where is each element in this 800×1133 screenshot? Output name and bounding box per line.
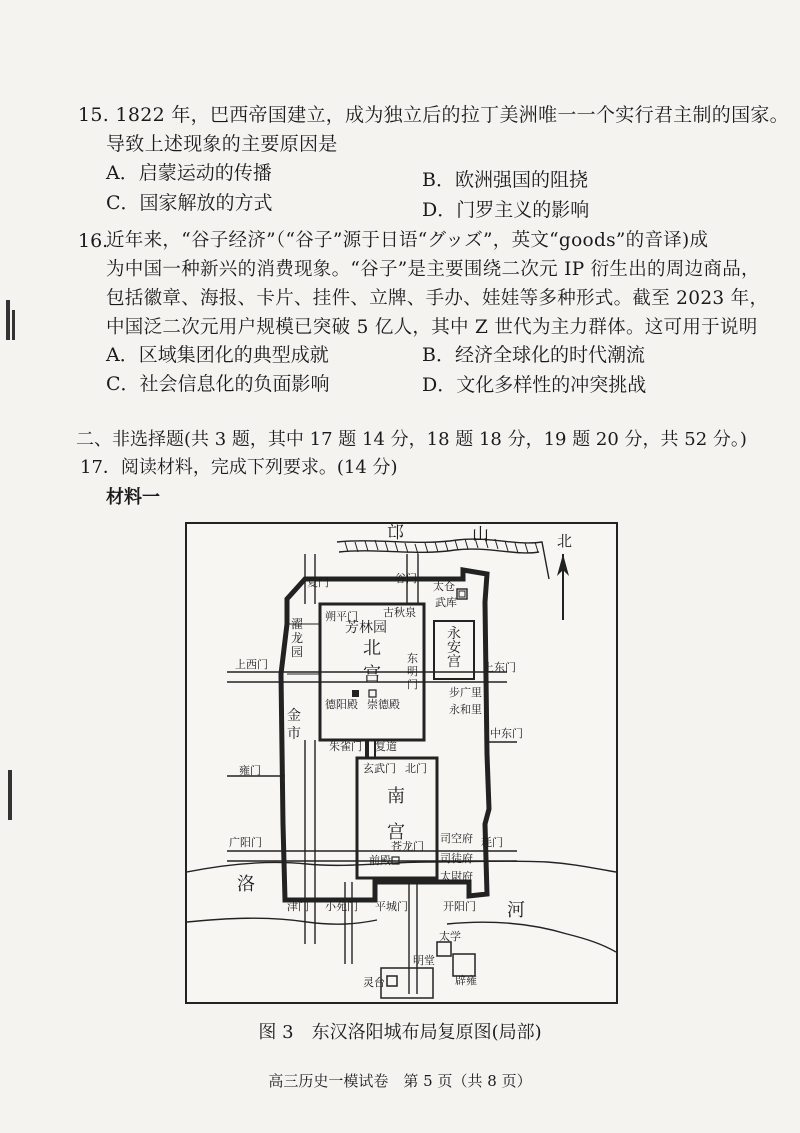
label-situfu: 司徒府 xyxy=(440,852,473,865)
label-shangximen: 上西门 xyxy=(235,658,268,671)
label-taiweifu: 太尉府 xyxy=(440,870,473,883)
north-arrow-icon xyxy=(557,554,569,620)
label-xuanwumen: 玄武门 xyxy=(363,762,396,775)
label-qiandian: 前殿 xyxy=(369,854,391,867)
label-nangong-2: 宫 xyxy=(387,822,405,843)
label-buguangli: 步广里 xyxy=(449,686,482,699)
label-jinshi-1: 金 xyxy=(287,708,301,724)
label-beimen: 北门 xyxy=(405,762,427,775)
q16-stem-line3: 包括徽章、海报、卡片、挂件、立牌、手办、娃娃等多种形式。截至 2023 年， xyxy=(106,288,769,309)
q15-stem-line1 xyxy=(78,103,789,127)
chongde-marker xyxy=(369,690,376,697)
label-he: 河 xyxy=(507,900,525,921)
q15-stem-line2: 导致上述现象的主要原因是 xyxy=(106,133,338,155)
label-chongdedian: 崇德殿 xyxy=(367,698,400,711)
label-shuopingmen: 朔平门 xyxy=(325,610,358,623)
label-yonggong-2: 安 xyxy=(447,640,461,656)
label-wuku: 武库 xyxy=(435,596,457,609)
label-fudao: 复道 xyxy=(375,740,397,753)
label-beigong-2: 宫 xyxy=(363,664,381,685)
q16-stem-line4: 中国泛二次元用户规模已突破 5 亿人，其中 Z 世代为主力群体。这可用于说明 xyxy=(106,317,758,338)
label-canglongmen: 苍龙门 xyxy=(391,840,424,853)
biyong-precinct xyxy=(453,954,475,976)
label-deyangdian: 德阳殿 xyxy=(325,698,358,711)
mountain-label-mang: 邙 xyxy=(387,524,404,543)
luoyang-map xyxy=(187,524,616,1002)
label-gumen: 谷门 xyxy=(395,572,417,585)
lingtai-precinct xyxy=(387,976,397,986)
q16-stem-line2: 为中国一种新兴的消费现象。“谷子”是主要围绕二次元 IP 衍生出的周边商品， xyxy=(106,259,760,280)
label-guangyangmen: 广阳门 xyxy=(229,836,262,849)
label-zhuquemen: 朱雀门 xyxy=(329,740,362,753)
label-sikongfu: 司空府 xyxy=(440,832,473,845)
scan-mark xyxy=(6,300,10,340)
label-jinshi-2: 市 xyxy=(287,726,301,742)
label-fanglinyuan: 芳林园 xyxy=(345,620,387,636)
label-dongming-2: 明 xyxy=(407,665,418,678)
q16-option-b[interactable]: B．经济全球化的时代潮流 xyxy=(422,344,645,366)
scan-mark xyxy=(12,310,15,340)
deyang-marker xyxy=(352,690,359,697)
label-yongheli: 永和里 xyxy=(449,703,482,716)
q16-option-a[interactable]: A．区域集团化的典型成就 xyxy=(106,344,329,366)
label-nangong-1: 南 xyxy=(387,786,405,807)
label-haomen: 耗门 xyxy=(481,836,503,849)
q17-prompt: 17．阅读材料，完成下列要求。(14 分) xyxy=(80,457,398,478)
label-mingtang: 明堂 xyxy=(413,954,435,967)
label-taicang: 太仓 xyxy=(433,580,455,593)
taixue-precinct xyxy=(437,942,451,956)
q15-number: 15. xyxy=(78,104,110,126)
label-beigong-1: 北 xyxy=(363,638,381,659)
luo-river xyxy=(187,861,616,872)
label-biyong: 辟雍 xyxy=(455,974,477,987)
label-yonggong-1: 永 xyxy=(447,626,461,642)
map-figure xyxy=(185,522,618,1004)
label-lingtai: 灵台 xyxy=(363,976,385,989)
q15-option-c[interactable]: C．国家解放的方式 xyxy=(106,192,273,214)
north-label: 北 xyxy=(557,532,573,550)
material-label: 材料一 xyxy=(106,487,160,508)
label-zhongdongmen: 中东门 xyxy=(490,727,523,740)
label-luo: 洛 xyxy=(237,874,255,895)
label-xiamen: 夏门 xyxy=(307,576,329,589)
q15-option-b[interactable]: B．欧洲强国的阻挠 xyxy=(422,169,588,191)
q15-option-a[interactable]: A．启蒙运动的传播 xyxy=(106,162,272,184)
label-kaiyangmen: 开阳门 xyxy=(443,900,476,913)
label-yongmen: 雍门 xyxy=(239,764,261,777)
label-zhuolong-3: 园 xyxy=(291,645,304,659)
q16-stem-line1: 近年来，“谷子经济”（“谷子”源于日语“グッズ”，英文“goods”的音译)成 xyxy=(106,230,709,251)
q15-option-d[interactable]: D．门罗主义的影响 xyxy=(422,199,590,221)
figure-caption: 图 3 东汉洛阳城布局复原图(局部) xyxy=(258,1022,542,1043)
label-taixue: 太学 xyxy=(439,930,461,943)
q16-option-c[interactable]: C．社会信息化的负面影响 xyxy=(106,373,330,395)
label-dongming-1: 东 xyxy=(407,652,418,665)
mingtang-precinct xyxy=(381,968,433,998)
page-footer: 高三历史一模试卷 第 5 页（共 8 页） xyxy=(268,1072,532,1090)
label-jiqiuquan: 古秋泉 xyxy=(383,606,416,619)
q16-number: 16. xyxy=(78,230,109,252)
q16-option-d[interactable]: D．文化多样性的冲突挑战 xyxy=(422,374,647,396)
section2-heading: 二、非选择题(共 3 题，其中 17 题 14 分，18 题 18 分，19 题 20 分，共 52 分。) xyxy=(76,429,747,450)
label-zhuolong-2: 龙 xyxy=(291,631,304,645)
q15-stem-text: 1822 年，巴西帝国建立，成为独立后的拉丁美洲唯一一个实行君主制的国家。 xyxy=(115,104,789,126)
mountain-label-shan: 山 xyxy=(472,525,489,545)
label-xiaoyuanmen: 小苑门 xyxy=(325,900,358,913)
label-dongming-3: 门 xyxy=(407,678,418,691)
mountain-band xyxy=(337,538,549,579)
label-yonggong-3: 宫 xyxy=(447,654,461,670)
label-shangdongmen: 上东门 xyxy=(483,661,516,674)
label-pingchengmen: 平城门 xyxy=(375,900,408,913)
label-zhuolong-1: 濯 xyxy=(291,617,304,631)
scan-mark xyxy=(8,770,12,820)
label-jinmen: 津门 xyxy=(287,900,309,913)
